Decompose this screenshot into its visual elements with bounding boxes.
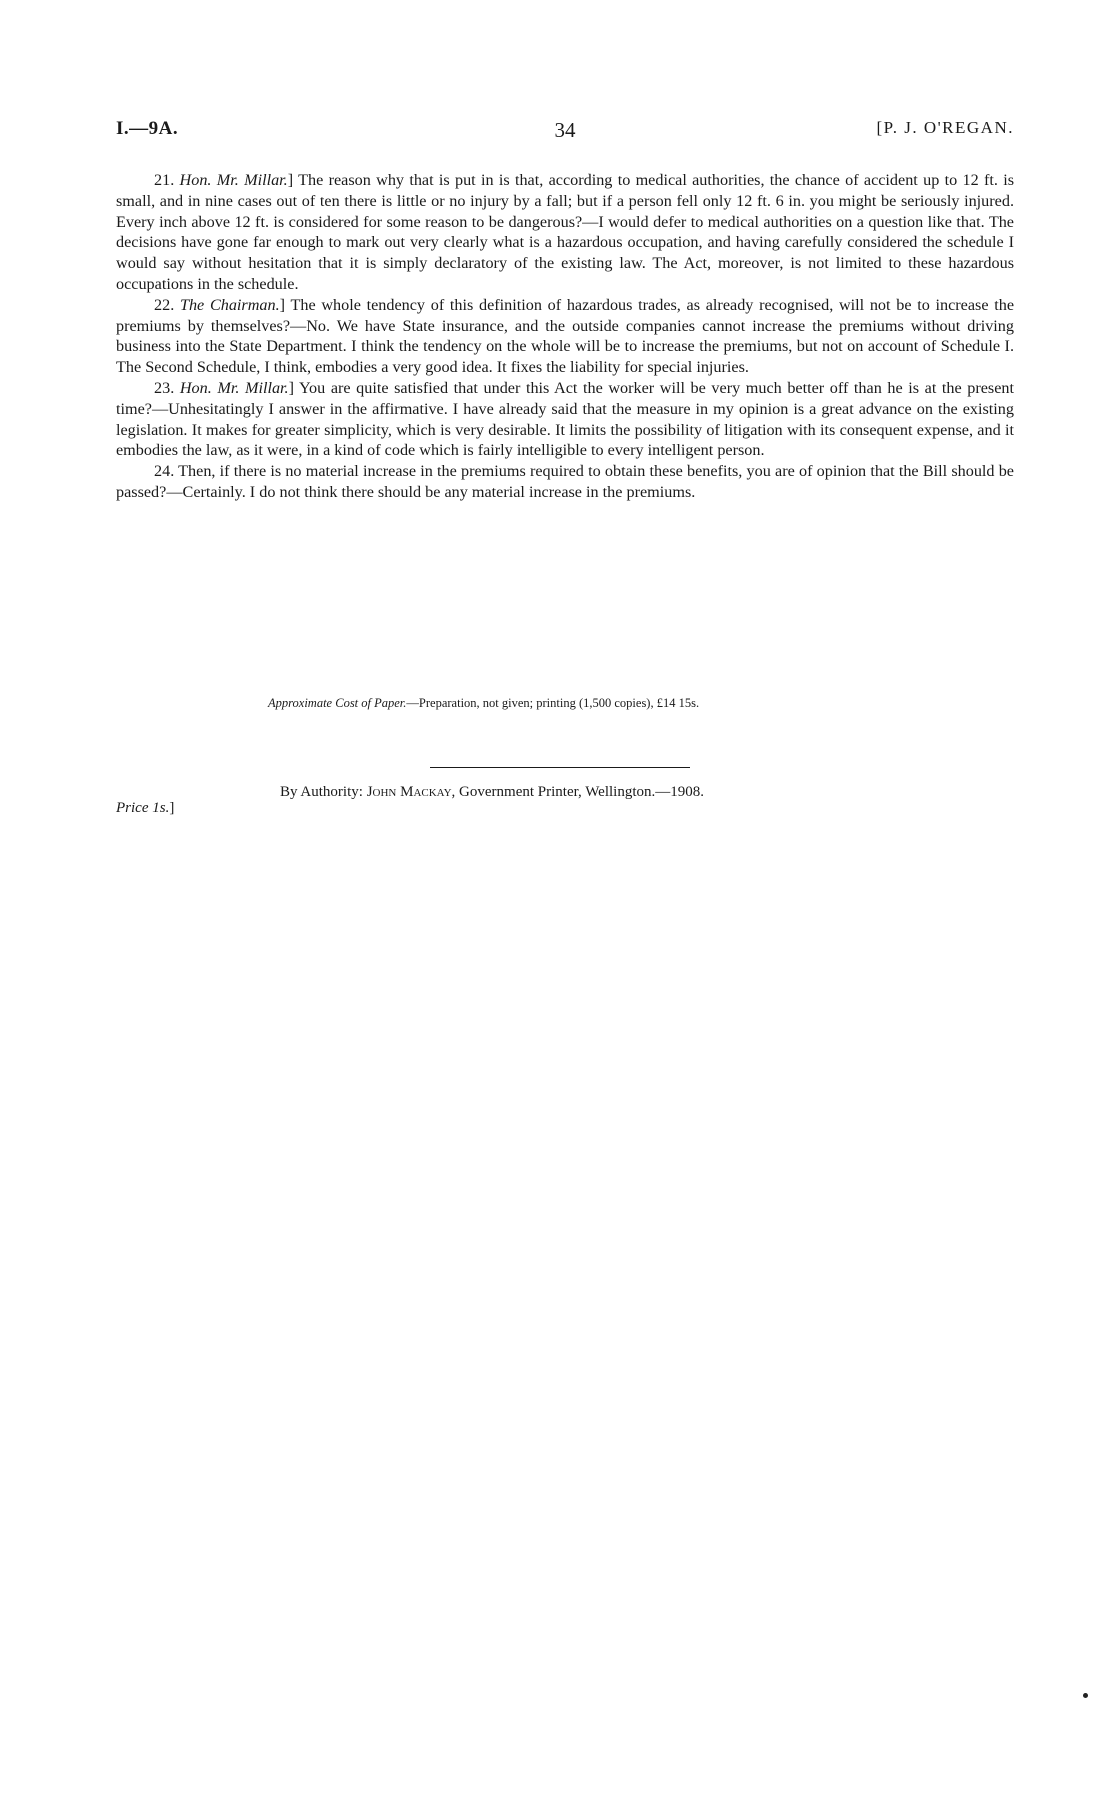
paragraph-body: ] The whole tendency of this definition of hazardous trades, as already recognised, will not be to increase the premiums by themselves?—No. We have State insurance, and the outside companies cannot increase the premiums without driving business into the State Department. I think the tendency on the whole will be to increase the premiums, but not on account of Schedule I. The Second Schedule, I think, embodies a very good idea. It fixes the liability for special injuries. xyxy=(116,295,1015,377)
speaker-name: The Chairman. xyxy=(179,295,280,314)
paragraph-body: ] You are quite satisfied that under this Act the worker will be very much better off than he is at the present time?—Unhesitatingly I answer in the affirmative. I have already said that the measure in my opinion is a great advance on the existing legislation. It makes for greater simplicity, which is very desirable. It limits the possibility of litigation with its consequent expense, and it embodies the law, as it were, in a kind of code which is fairly intelligible to every intelligent person. xyxy=(116,378,1015,460)
printer-authority xyxy=(280,784,704,801)
evidence-text xyxy=(116,170,1014,503)
paper-reference: I.—9A. xyxy=(116,118,179,139)
speaker-name: Hon. Mr. Millar. xyxy=(179,171,288,189)
cost-details: —Preparation, not given; printing (1,500 copies), £14 15s. xyxy=(406,696,700,710)
question-number: 23. xyxy=(154,378,175,397)
page-header xyxy=(116,118,1014,146)
paragraph-23 xyxy=(116,378,1014,461)
paragraph-21 xyxy=(116,170,1014,295)
witness-name: [P. J. O'REGAN. xyxy=(876,118,1014,137)
speaker-name: Hon. Mr. Millar. xyxy=(179,378,289,397)
cost-label: Approximate Cost of Paper. xyxy=(268,696,407,710)
question-number: 22. xyxy=(154,295,175,314)
divider-rule xyxy=(430,767,690,768)
cost-of-paper xyxy=(268,696,699,711)
question-number: 21. xyxy=(154,171,175,189)
authority-prefix: By Authority: xyxy=(280,784,367,800)
question-number: 24. xyxy=(154,462,175,481)
price-note xyxy=(116,800,174,817)
paragraph-24 xyxy=(116,461,1014,503)
authority-suffix: , Government Printer, Wellington.—1908. xyxy=(451,784,705,800)
printer-name: John Mackay xyxy=(366,784,452,800)
paragraph-body: ] The reason why that is put in is that, according to medical authorities, the chance of accident up to 12 ft. is small, and in nine cases out of ten there is little or no injury by a fall; but if a person fell only 12 ft. 6 in. you might be seriously injured. Every inch above 12 ft. is considered for some reason to be dangerous?—I would defer to medical authorities on a question like that. The decisions have gone far enough to mark out very clearly what is a hazardous occupation, and having carefully considered the schedule I would say without hesitation that it is simply declaratory of the existing law. The Act, moreover, is not limited to these hazardous occupations in the schedule. xyxy=(116,171,1014,293)
paragraph-body: Then, if there is no material increase in the premiums required to obtain these benefits, you are of opinion that the Bill should be passed?—Certainly. I do not think there should be any material increase in the premiums. xyxy=(116,462,1014,501)
print-speck xyxy=(1083,1693,1088,1698)
price-text: Price 1s. xyxy=(116,800,170,816)
price-bracket: ] xyxy=(169,800,175,816)
page-number: 34 xyxy=(554,118,576,142)
paragraph-22 xyxy=(116,295,1014,378)
